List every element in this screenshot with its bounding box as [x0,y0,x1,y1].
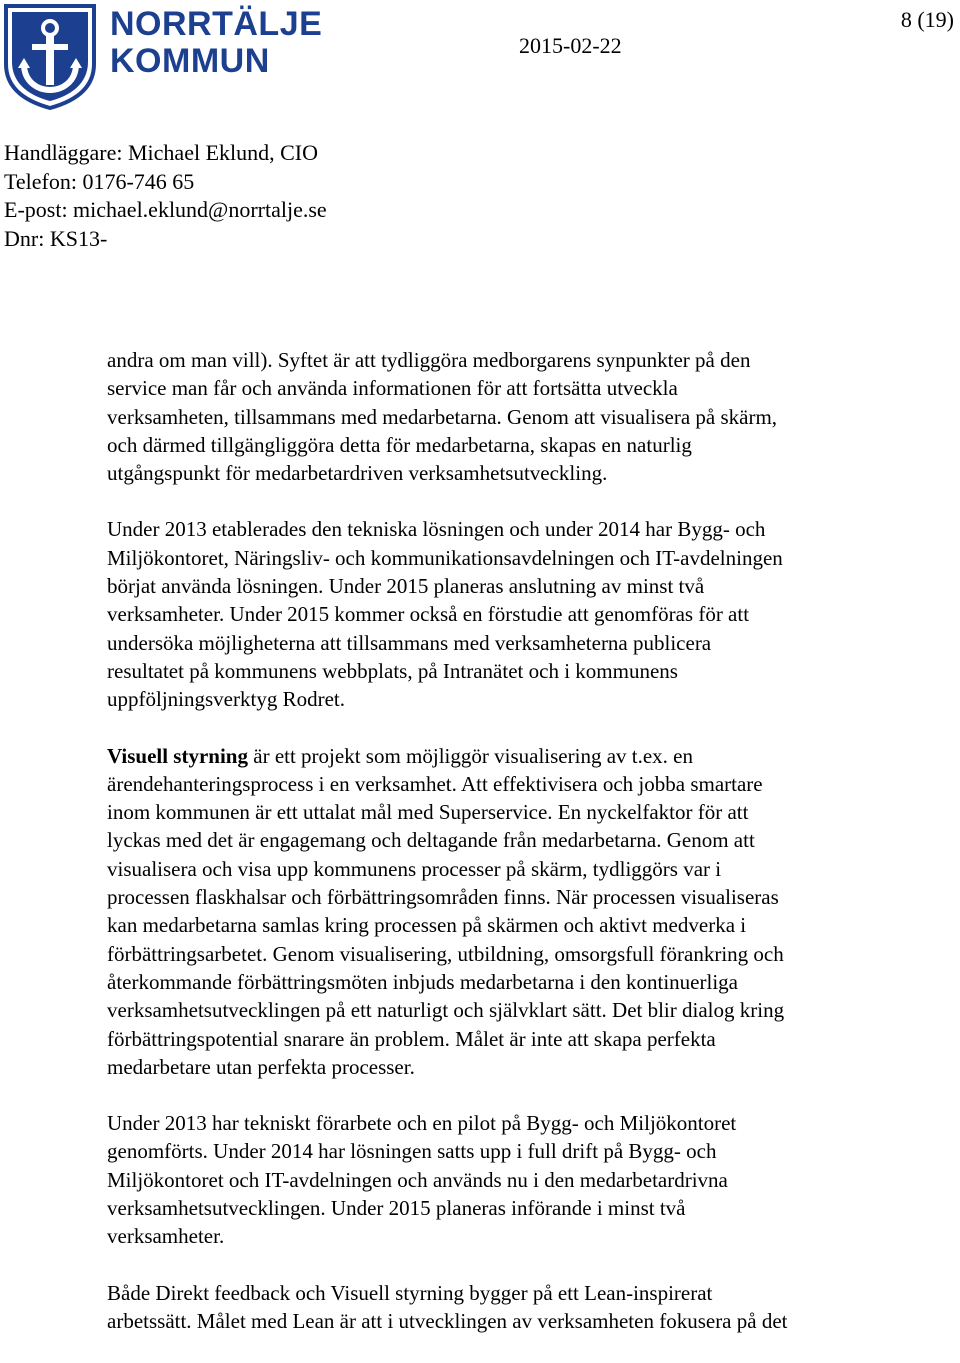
text-line: utgångspunkt för medarbetardriven verksamhetsutveckling. [107,461,608,486]
text-fragment: är ett projekt som möjliggör visualisering av t.ex. en [248,743,693,768]
text-line: verksamheter. Under 2015 kommer också en förstudie att genomföras för att [107,602,750,627]
anchor-shield-icon [2,2,102,110]
paragraph-2 [107,515,947,713]
text-line: arbetssätt. Målet med Lean är att i utvecklingen av verksamheten fokusera på det [107,1308,788,1333]
logo-line-2: KOMMUN [110,42,270,80]
paragraph-1 [107,346,947,487]
logo-line-1: NORRTÄLJE [110,5,323,43]
text-line: genomförts. Under 2014 har lösningen satts upp i full drift på Bygg- och [107,1139,717,1164]
text-line: service man får och använda informationen för att fortsätta utveckla [107,376,678,401]
text-line: visualisera och visa upp kommunens processer på skärm, tydliggörs var i [107,856,722,881]
text-line: verksamhetsutvecklingen. Under 2015 planeras införande i minst två [107,1196,686,1221]
text-line: processen flaskhalsar och förbättringsområden finns. När processen visualiseras [107,885,779,910]
dnr-line: Dnr: KS13- [4,225,108,251]
text-line: förbättringsarbetet. Genom visualisering, utbildning, omsorgsfull förankring och [107,941,784,966]
text-line: uppföljningsverktyg Rodret. [107,687,345,712]
paragraph-5 [107,1279,947,1336]
logo-wordmark [110,6,322,80]
text-line [107,744,693,768]
document-body [107,346,947,1363]
text-line: Både Direkt feedback och Visuell styrning bygger på ett Lean-inspirerat [107,1280,713,1305]
municipality-logo [2,2,323,112]
text-line: börjat använda lösningen. Under 2015 planeras anslutning av minst två [107,574,705,599]
text-line: Miljökontoret, Näringsliv- och kommunikationsavdelningen och IT-avdelningen [107,545,783,570]
text-line: undersöka möjligheterna att tillsammans med verksamheterna publicera [107,630,712,655]
text-line: medarbetare utan perfekta processer. [107,1054,415,1079]
text-line: verksamheter. [107,1224,225,1249]
text-line: Miljökontoret och IT-avdelningen och används nu i den medarbetardrivna [107,1167,728,1192]
text-line: kan medarbetarna samlas kring processen på skärmen och aktivt medverka i [107,913,747,938]
visuell-styrning-term: Visuell styrning [107,743,248,768]
text-line: lyckas med det är engagemang och deltagande från medarbetarna. Genom att [107,828,755,853]
text-line: andra om man vill). Syftet är att tydliggöra medborgarens synpunkter på den [107,348,751,372]
text-line: Under 2013 etablerades den tekniska lösningen och under 2014 har Bygg- och [107,517,766,542]
text-line: ärendehanteringsprocess i en verksamhet. Att effektivisera och jobba smartare [107,771,763,796]
paragraph-4 [107,1109,947,1250]
contact-block [4,139,327,253]
page-number: 8 (19) [900,7,954,32]
text-line: och därmed tillgängliggöra detta för medarbetarna, skapas en naturlig [107,432,692,457]
text-line: inom kommunen är ett uttalat mål med Superservice. En nyckelfaktor för att [107,800,749,825]
paragraph-3 [107,742,947,1082]
epost-line: E-post: michael.eklund@norrtalje.se [4,197,327,222]
text-line: resultatet på kommunens webbplats, på Intranätet och i kommunens [107,658,678,683]
text-line: verksamheten, tillsammans med medarbetarna. Genom att visualisera på skärm, [107,404,778,429]
text-line: återkommande förbättringsmöten inbjuds medarbetarna i den kontinuerliga [107,969,738,994]
telefon-line: Telefon: 0176-746 65 [4,168,195,194]
document-date: 2015-02-22 [519,33,622,58]
handlaggare-line: Handläggare: Michael Eklund, CIO [4,140,319,165]
text-line: förbättringspotential snarare än problem. Målet är inte att skapa perfekta [107,1026,716,1051]
text-line: verksamhetsutvecklingen på ett naturligt och självklart sätt. Det blir dialog kring [107,998,785,1023]
text-line: Under 2013 har tekniskt förarbete och en pilot på Bygg- och Miljökontoret [107,1111,737,1136]
